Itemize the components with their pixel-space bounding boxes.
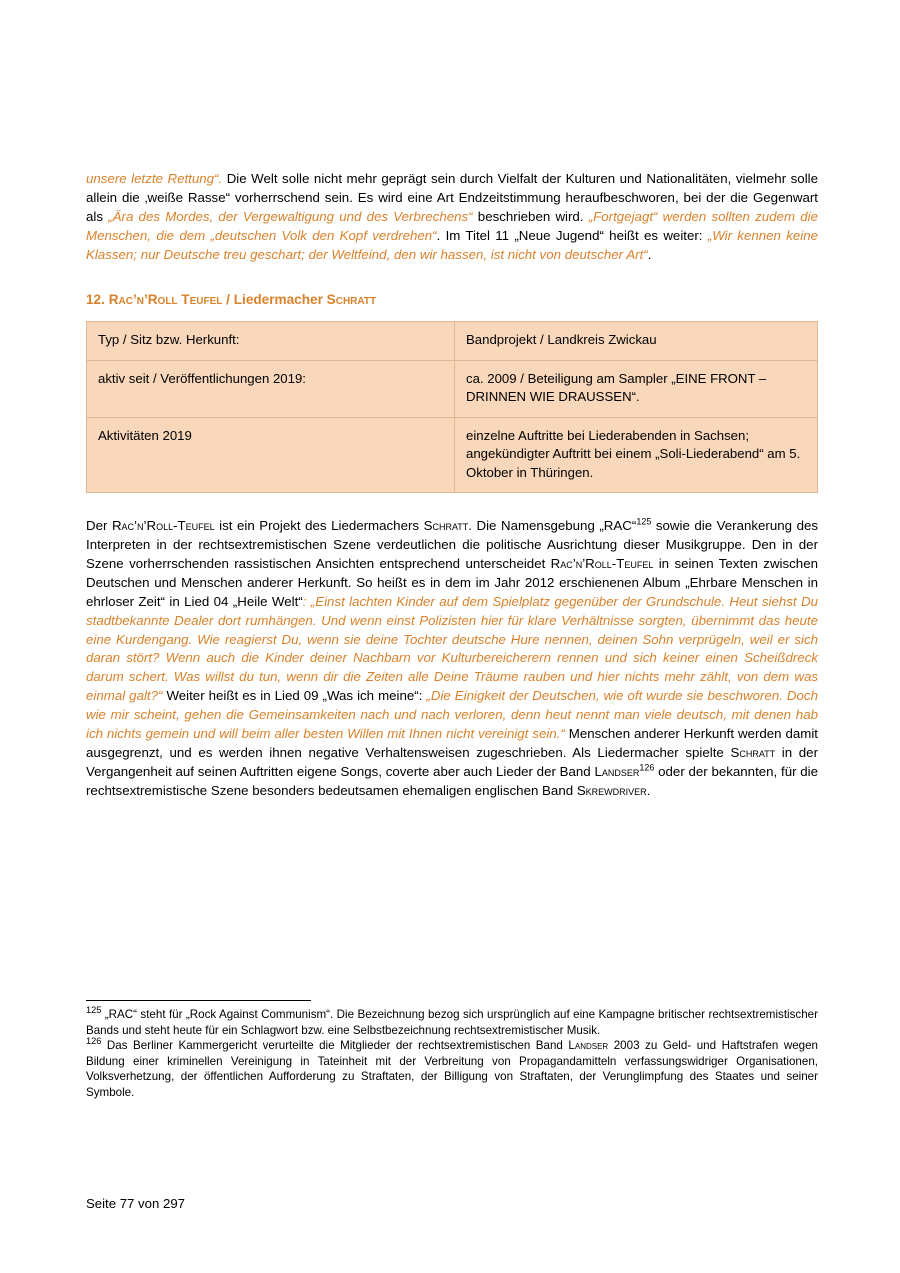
- text-run: in der Vergangenheit auf seinen Auftritten eigene Songs, coverte aber auch Lieder der Band: [86, 744, 819, 779]
- table-cell-label: aktiv seit / Veröffentlichungen 2019:: [87, 360, 455, 417]
- footnote-ref-125: 125: [636, 516, 652, 527]
- text-run: Menschen anderer Herkunft werden damit ausgegrenzt, und es werden ihnen negative Verhaltensweisen zugeschrieben. Als Liedermacher spielte: [86, 725, 819, 760]
- quote-run-5: „Fortgejagt“ werden sollten zudem die Menschen, die dem „deutschen Volk den Kopf verdrehen“: [86, 208, 818, 243]
- table-cell-value: ca. 2009 / Beteiligung am Sampler „EINE FRONT – DRINNEN WIE DRAUSSEN“.: [455, 360, 818, 417]
- entity-band-skrewdriver: Skrewdriver: [576, 782, 647, 798]
- text-run: ist ein Projekt des Liedermachers: [214, 518, 424, 534]
- table-cell-value: Bandprojekt / Landkreis Zwickau: [455, 322, 818, 360]
- entity-band-name: Rac’n’Roll-Teufel: [111, 518, 215, 534]
- text-run: in seinen Texten zwischen Deutschen und Menschen anderer Herkunft. So heißt es in dem im Jahr 2012 erschienenen Album „Ehrbare Menschen in ehrloser Zeit“ in Lied 04 „Heile Welt“: [86, 556, 818, 609]
- top-paragraph: [86, 170, 818, 264]
- text-run: . Die Namensgebung „RAC“: [468, 518, 637, 534]
- table-row: [87, 360, 818, 417]
- footnote-text: „RAC“ steht für „Rock Against Communism“. Die Bezeichnung bezog sich ursprünglich auf eine Kampagne britischer rechtsextremistischer Bands und steht heute für ein Schlagwort bzw. eine Selbstbezeichnung rechtsextremistischer Musik.: [86, 1008, 818, 1037]
- footnote-separator-line: [86, 1000, 311, 1001]
- quote-run-3: „Ära des Mordes, der Vergewaltigung und des Verbrechens“: [108, 208, 473, 224]
- section-separator: / Liedermacher: [222, 292, 327, 308]
- quote-run-7: „Wir kennen keine Klassen; nur Deutsche treu geschart; der Weltfeind, den wir hassen, ist nicht von deutscher Art“: [86, 227, 818, 262]
- text-run-4: beschrieben wird.: [472, 208, 589, 224]
- table-row: [87, 322, 818, 360]
- table-row: [87, 417, 818, 492]
- info-table: [86, 321, 818, 493]
- lyrics-quote-2: „Die Einigkeit der Deutschen, wie oft wurde sie beschworen. Doch wie mir scheint, gehen die Gemeinsamkeiten nach und nach verloren, denn heut nennt man viele deutsch, mit denen hab ich nichts gemein und will beim aller besten Willen mit Ihnen nicht vereinigt sein.“: [86, 688, 818, 741]
- table-cell-value: einzelne Auftritte bei Liederabenden in Sachsen; angekündigter Auftritt bei einem „Soli-Liederabend“ am 5. Oktober in Thüringen.: [455, 417, 818, 492]
- entity-band-name: Rac’n’Roll-Teufel: [550, 556, 654, 572]
- footnote-text: Das Berliner Kammergericht verurteilte die Mitglieder der rechtsextremistischen Band: [101, 1039, 569, 1053]
- footnote-126: [86, 1038, 818, 1100]
- entity-band-landser: Landser: [568, 1039, 609, 1053]
- lyrics-quote-1: : „Einst lachten Kinder auf dem Spielplatz gegenüber der Grundschule. Heut siehst Du stadtbekannte Dealer dort rumhängen. Und wenn einst Polizisten hier für klare Verhältnisse sorgten, übernimmt das heute eine Kurdengang. Wie reagierst Du, wenn sie deine Tochter deutsche Hure nennen, deinen Sohn verprügeln, weil er sich daran stört? Wenn auch die Kinder deiner Nachbarn vor Kulturbereicherern rennen und sich keiner einen Scheißdreck darum schert. Was willst du tun, wenn dir die Zeiten alle Deine Träume rauben und hier nichts mehr zählt, von dem was einmal galt?“: [86, 593, 818, 704]
- text-run: sowie die Verankerung des Interpreten in der rechtsextremistischen Szene verdeutlichen die politische Ausrichtung dieser Musikgruppe. Den in der Szene vorherrschenden rassistischen Ansichten entsprechend unterscheidet: [86, 518, 819, 572]
- footnote-number: 125: [86, 1005, 102, 1016]
- page-number-footer: Seite 77 von 297: [86, 1196, 185, 1211]
- section-number: 12.: [86, 292, 109, 308]
- entity-band-landser: Landser: [594, 763, 640, 779]
- quote-run-1: unsere letzte Rettung“.: [86, 171, 223, 186]
- footnote-ref-126: 126: [639, 762, 655, 773]
- section-name-band: Rac’n’Roll Teufel: [108, 292, 223, 308]
- section-heading: [86, 292, 818, 307]
- text-run: Weiter heißt es in Lied 09 „Was ich meine“:: [162, 688, 427, 704]
- text-run: .: [646, 782, 651, 798]
- section-name-artist: Schratt: [326, 292, 377, 308]
- entity-artist-name: Schratt: [423, 518, 469, 534]
- text-run: oder der bekannten, für die rechtsextremistische Szene besonders bedeutsamen ehemaligen englischen Band: [86, 763, 819, 798]
- text-run: Der: [86, 518, 112, 534]
- footnote-number: 126: [86, 1036, 102, 1047]
- table-cell-label: Typ / Sitz bzw. Herkunft:: [87, 322, 455, 360]
- entity-artist-name: Schratt: [730, 744, 776, 760]
- text-run-2: Die Welt solle nicht mehr geprägt sein durch Vielfalt der Kulturen und Nationalitäten, vielmehr solle allein die ‚weiße Rasse“ vorherrschend sein. Es wird eine Art Endzeitstimmung heraufbeschworen, bei der die Gegenwart als: [86, 171, 818, 224]
- footnote-area: [86, 1000, 818, 1100]
- text-run-8: .: [647, 246, 652, 262]
- footnote-125: [86, 1007, 818, 1038]
- table-cell-label: Aktivitäten 2019: [87, 417, 455, 492]
- main-paragraph: [86, 517, 818, 800]
- footnote-text: 2003 zu Geld- und Haftstrafen wegen Bildung einer kriminellen Vereinigung in Tateinheit mit der Verbreitung von Propagandamitteln verfassungswidriger Organisationen, Volksverhetzung, der öffentlichen Aufforderung zu Straftaten, der Billigung von Straftaten, der Verunglimpfung des Staates und seiner Symbole.: [86, 1039, 818, 1099]
- text-run-6: . Im Titel 11 „Neue Jugend“ heißt es weiter:: [436, 227, 708, 243]
